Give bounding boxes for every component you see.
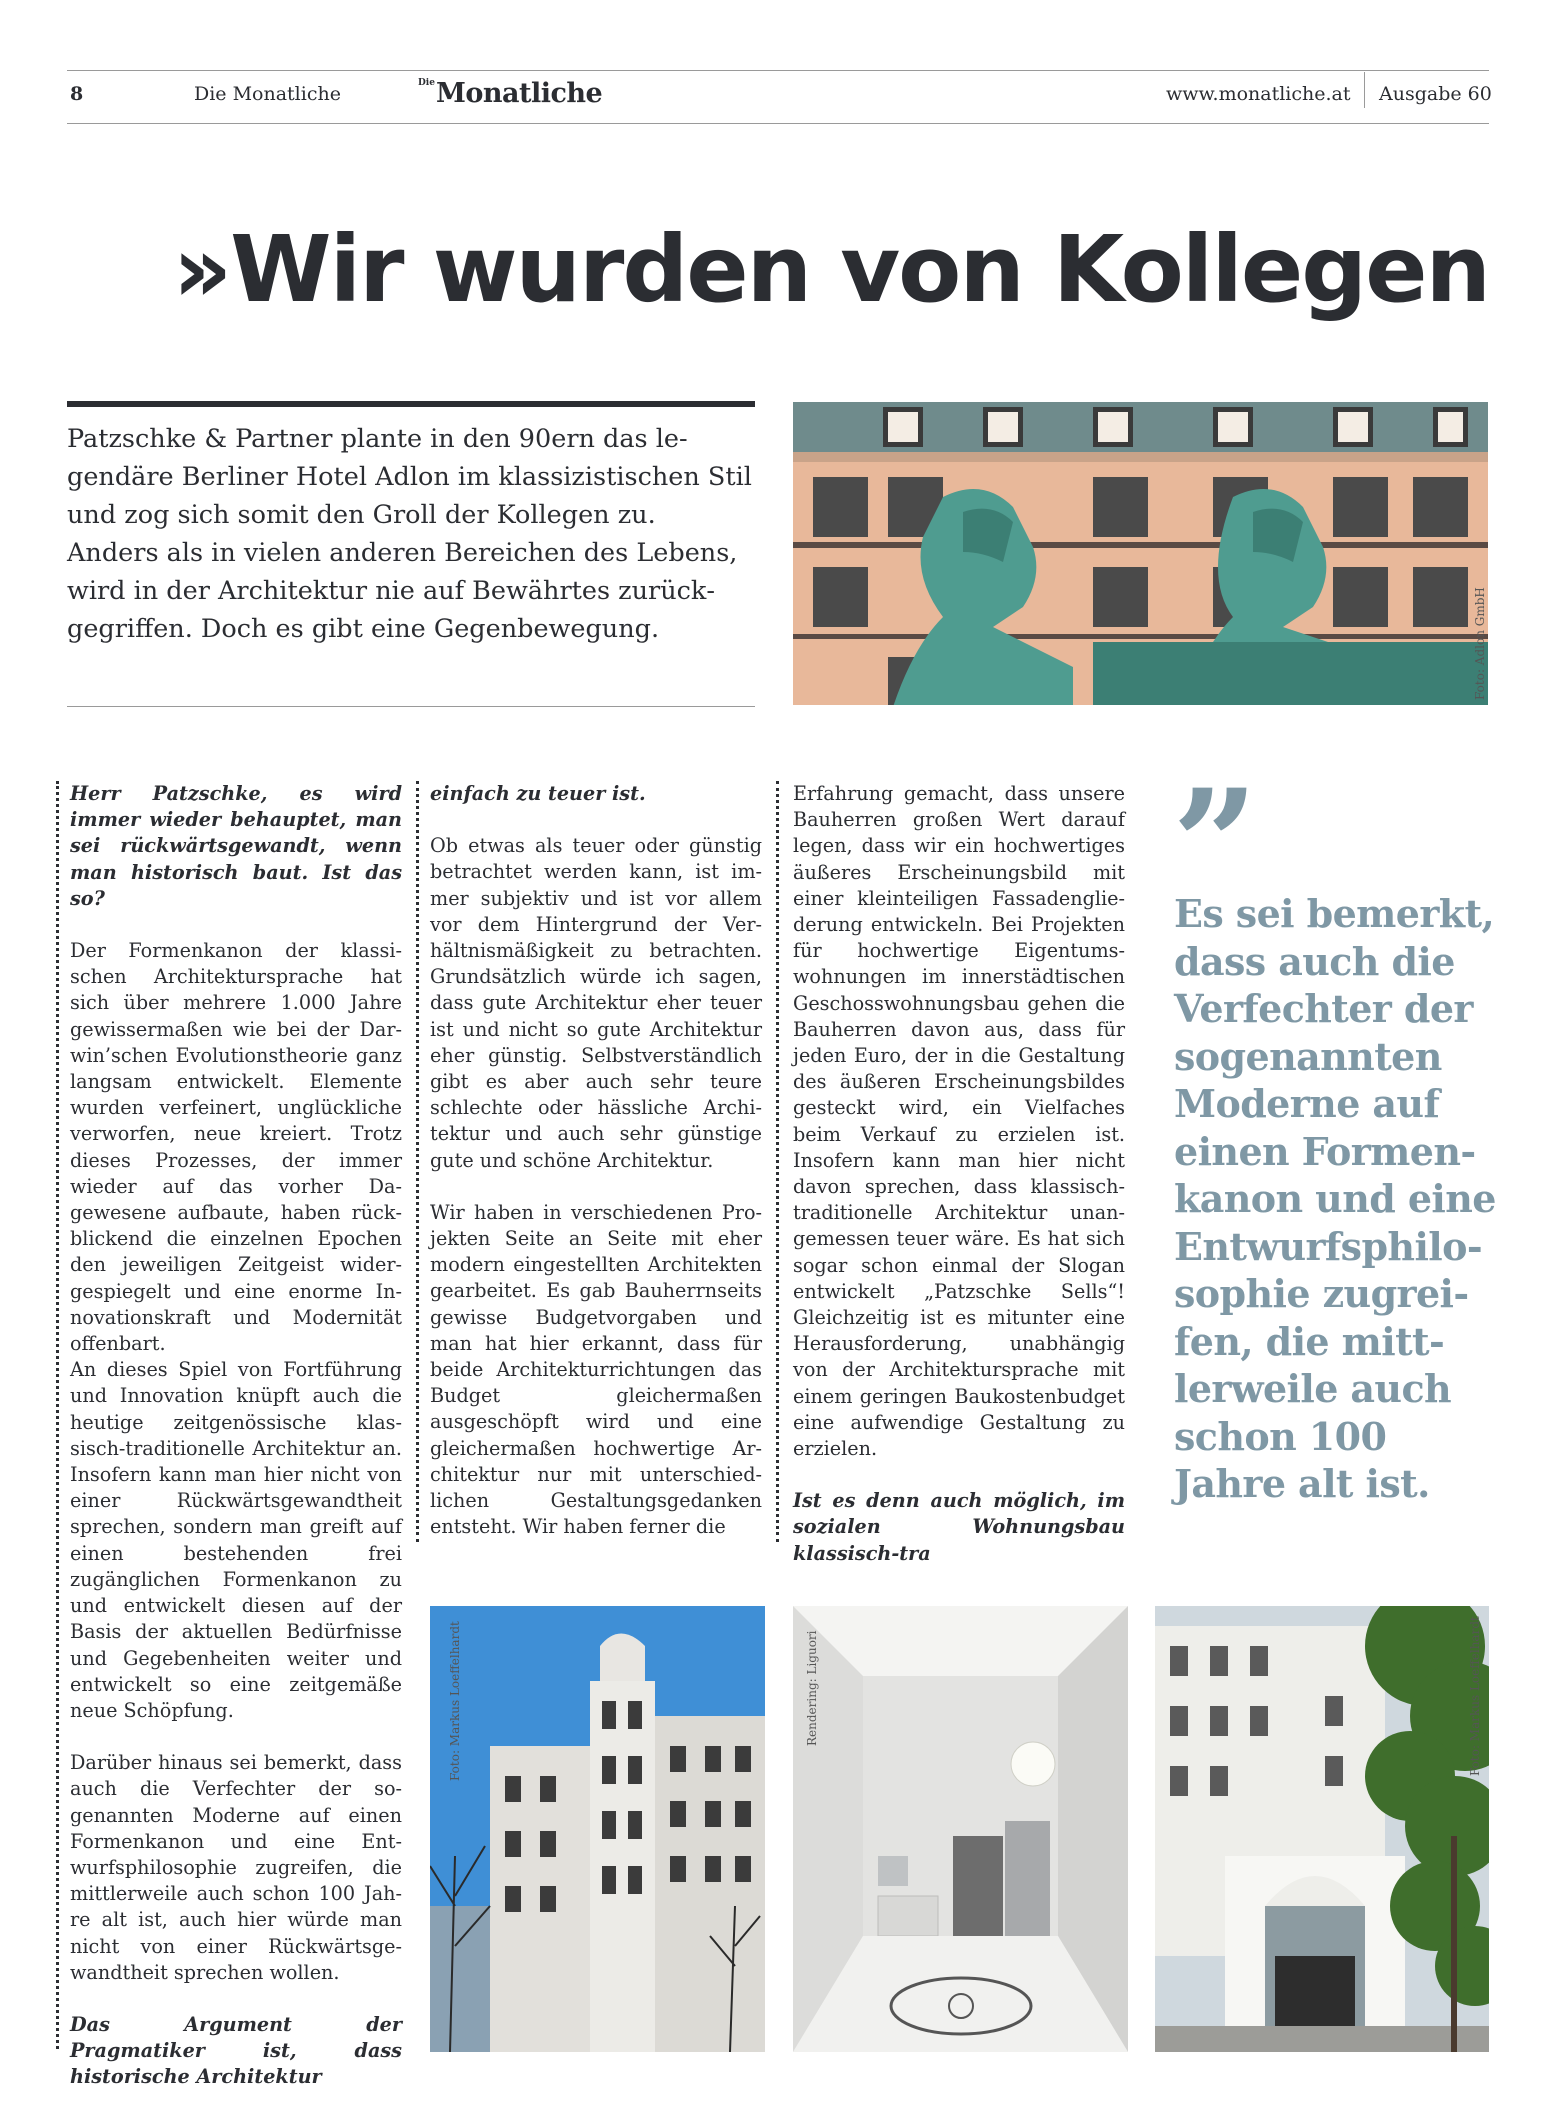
hotel-adlon-illustration (793, 402, 1488, 705)
interior-illustration (793, 1606, 1128, 2052)
column-1 (70, 781, 402, 2091)
courtyard-photo-credit: Foto: Markus Loeffelhardt (1468, 1616, 1482, 1776)
column3-dotted-rule (776, 781, 779, 1542)
col3-question: Ist es denn auch möglich, im sozialen Wohnungsbau klassisch-tra (793, 1489, 1125, 1565)
issue-number: Ausgabe 60 (1379, 83, 1492, 105)
logo-text: Monatliche (435, 78, 603, 109)
col2-paragraph: Ob etwas als teuer oder günstig betrachtet werden kann, ist immer subjektiv und ist vor allem vor dem Hintergrund der Verhältnismäßigkeit zu betrachten. Grundsätzlich würde ich sagen, dass gute Architektur eher teuer ist und nicht so gute Architektur eher günstig. Selbstverständlich gibt es aber auch sehr teure schlechte oder hässliche Architektur und auch sehr günstige gute und schöne Architektur. (430, 834, 762, 1172)
column-3 (793, 781, 1125, 1567)
col3-paragraph: Erfahrung gemacht, dass unsere Bauherren großen Wert darauf legen, dass wir ein hochwertiges äußeres Erscheinungsbild mit einer kleinteiligen Fassadengliederung entwickeln. Bei Projekten für hochwertige Eigentumswohnungen im innerstädtischen Geschosswohnungsbau gehen die Bauherren davon aus, dass für jeden Euro, der in die Gestaltung des äußeren Erscheinungsbildes gesteckt wird, ein Vielfaches beim Verkauf zu erzielen ist. Insofern kann man hier nicht davon sprechen, dass klassisch-traditionelle Architektur unangemessen teuer wäre. Es hat sich sogar schon einmal der Slogan entwickelt „Patzschke Sells“! Gleichzeitig ist es mitunter eine Herausforderung, unabhängig von der Architektursprache mit einem geringen Baukostenbudget eine aufwendige Gestaltung zu erzielen. (793, 782, 1125, 1461)
top-photo-credit: Foto: Adlon GmbH (1473, 587, 1487, 700)
intro-text: Patzschke & Partner plante in den 90ern das legendäre Berliner Hotel Adlon im klassizistischen Stil und zog sich somit den Groll der Kollegen zu. Anders als in vielen anderen Bereichen des Lebens, wird in der Architektur nie auf Bewährtes zurückgegriffen. Doch es gibt eine Gegenbewegung. (67, 424, 752, 644)
website-link[interactable]: www.monatliche.at (1166, 83, 1351, 105)
col2-paragraph: Wir haben in verschiedenen Projekten Seite an Seite mit eher modern eingestellten Architekten gearbeitet. Es gab Bauherrnseits gewisse Budgetvorgaben und man hat hier erkannt, dass für beide Architekturrichtungen das Budget gleichermaßen ausgeschöpft wird und eine gleichermaßen hochwertige Architektur nur mit unterschiedlichen Gestaltungsgedanken entsteht. Wir haben ferner die (430, 1200, 762, 1539)
header-top-rule (67, 70, 1489, 71)
interior-rendering (793, 1606, 1128, 2052)
col1-question: Das Argument der Pragmatiker ist, dass historische Architektur (70, 2012, 402, 2089)
col1-question: Herr Patzschke, es wird immer wieder behauptet, man sei rückwärtsgewandt, wenn man historisch baut. Ist das so? (70, 782, 402, 910)
col2-question: einfach zu teuer ist. (430, 782, 646, 805)
col1-paragraph: Darüber hinaus sei bemerkt, dass auch die Verfechter der sogenannten Moderne auf einen Formenkanon und eine Entwurfsphilosophie zugreifen, die mittlerweile auch schon 100 Jahre alt ist, auch hier würde man nicht von einer Rückwärtsgewandtheit sprechen wollen. (70, 1751, 402, 1984)
quote-mark-icon: ” (1172, 757, 1259, 933)
building-photo-credit: Foto: Markus Loeffelhardt (448, 1621, 462, 1781)
column1-dotted-rule (56, 781, 59, 2049)
header-separator (1364, 72, 1365, 108)
building-illustration (430, 1606, 765, 2052)
intro-bottom-rule (67, 706, 755, 707)
publication-name: Die Monatliche (194, 83, 341, 105)
col1-paragraph: Der Formenkanon der klassischen Architektursprache hat sich über mehrere 1.000 Jahre gewissermaßen wie bei der Darwin’schen Evolutionstheorie ganz langsam entwickelt. Elemente wurden verfeinert, unglückliche verworfen, neue kreiert. Trotz dieses Prozesses, der immer wieder auf das vorher Dagewesene aufbaute, haben rückblickend die einzelnen Epochen den jeweiligen Zeitgeist widergespiegelt und eine enorme Innovationskraft und Modernität offenbart. (70, 939, 402, 1356)
column-2 (430, 781, 762, 1540)
logo-prefix: Die (418, 78, 435, 88)
page-number: 8 (70, 83, 84, 105)
header-bottom-rule (67, 123, 1489, 124)
hotel-adlon-photo (793, 402, 1488, 705)
courtyard-photo (1155, 1606, 1489, 2052)
headline: »Wir wurden von Kollegen (172, 216, 1489, 323)
col1-paragraph: An dieses Spiel von Fortführung und Innovation knüpft auch die heutige zeitgenössische klassisch-traditionelle Architektur an. Insofern kann man hier nicht von einer Rückwärtsgewandtheit sprechen, sondern man greift auf einen bestehenden frei zugänglichen Formenkanon zu und entwickelt diesen auf der Basis der aktuellen Bedürfnisse und Gegebenheiten weiter und entwickelt so eine zeitgemäße neue Schöpfung. (70, 1358, 402, 1722)
intro-top-bar (67, 401, 755, 407)
courtyard-illustration (1155, 1606, 1489, 2052)
publication-logo[interactable] (418, 78, 602, 109)
column2-dotted-rule (416, 781, 419, 1542)
building-photo (430, 1606, 765, 2052)
interior-rendering-credit: Rendering: Liguori (805, 1630, 819, 1746)
pull-quote: Es sei bemerkt, dass auch die Verfechter der sogenannten Moderne auf einen Formenkanon und eine Entwurfsphilosophie zugreifen, die mittlerweile auch schon 100 Jahre alt ist. (1174, 891, 1496, 1506)
